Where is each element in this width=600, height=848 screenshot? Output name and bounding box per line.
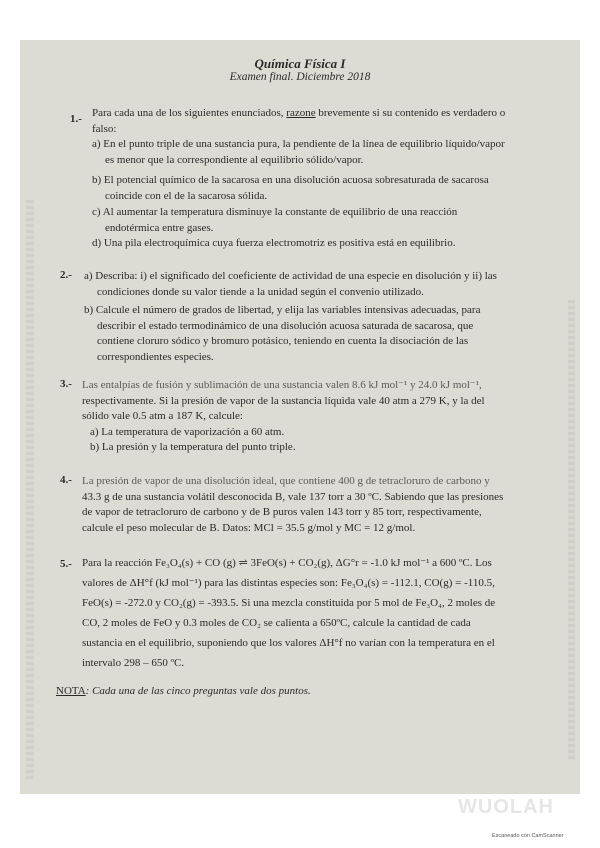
- q5-body: [82, 553, 566, 673]
- wuolah-logo: WUOLAH: [458, 796, 554, 818]
- q5-line2: valores de ΔH°f (kJ mol⁻¹) para las distintas especies son: Fe₃O₄(s) = -112.1, CO(g) = -110.5,: [82, 577, 495, 589]
- q1-c-line2: endotérmica entre gases.: [105, 221, 214, 234]
- q1-a-line2: es menor que la correspondiente al equilibrio sólido/vapor.: [105, 153, 364, 166]
- q2-number: 2.-: [60, 269, 72, 281]
- q3-line2: respectivamente. Si la presión de vapor de la sustancia líquida vale 40 atm a 279 K, y la del: [82, 394, 485, 407]
- q2-b: [84, 303, 564, 365]
- q2-a-line1: a) Describa: i) el significado del coeficiente de actividad de una especie en disolución y ii) las: [84, 270, 497, 282]
- q2-a-line2: condiciones donde su valor tiende a la unidad según el convenio utilizado.: [97, 285, 424, 298]
- q4-line3: de vapor de tetracloruro de carbono y de B puros valen 143 torr y 85 torr, respectivamente,: [82, 506, 482, 518]
- q5-line5: sustancia en el equilibrio, suponiendo que los valores ΔH°f no varían con la temperatura en el: [82, 637, 495, 649]
- q3-a: a) La temperatura de vaporización a 60 atm.: [90, 425, 285, 438]
- q2-b-line2: describir el estado termodinámico de una disolución acuosa saturada de sacarosa, que: [97, 319, 474, 332]
- q5-line1: Para la reacción Fe₃O₄(s) + CO (g) ⇌ 3FeO(s) + CO₂(g), ΔG°r = -1.0 kJ mol⁻¹ a 600 ºC. Los: [82, 557, 492, 569]
- q1-intro-c: falso:: [92, 122, 117, 135]
- q4-line1: La presión de vapor de una disolución ideal, que contiene 400 g de tetracloruro de carbono y: [82, 475, 490, 487]
- q5-line6: intervalo 298 – 650 ºC.: [82, 657, 185, 669]
- q1-d: d) Una pila electroquímica cuya fuerza electromotriz es positiva está en equilibrio.: [92, 237, 456, 249]
- side-watermark: [26, 200, 34, 780]
- q2-b-line4: correspondientes especies.: [97, 350, 214, 363]
- q3-line1: Las entalpías de fusión y sublimación de una sustancia valen 8.6 kJ mol⁻¹ y 24.0 kJ mol⁻¹,: [82, 379, 482, 391]
- q1-a: [92, 137, 562, 168]
- q1-intro: [92, 106, 562, 137]
- exam-note: [56, 685, 311, 697]
- q1-b-line2: coincide con el de la sacarosa sólida.: [105, 189, 268, 202]
- q1-b-line1: b) El potencial químico de la sacarosa en una disolución acuosa sobresaturada de sacarosa: [92, 174, 489, 186]
- note-label: NOTA: [56, 685, 86, 697]
- note-text: : Cada una de las cinco preguntas vale dos puntos.: [85, 685, 311, 697]
- q2-b-line3: contiene cloruro sódico y bromuro potásico, teniendo en cuenta la disociación de las: [97, 335, 469, 347]
- q4-body: [82, 474, 566, 536]
- q4-line2: 43.3 g de una sustancia volátil desconocida B, vale 137 torr a 30 ºC. Sabiendo que las presiones: [82, 490, 504, 503]
- q3-line3: sólido vale 0.5 atm a 187 K, calcule:: [82, 410, 243, 422]
- q5-line3: FeO(s) = -272.0 y CO₂(g) = -393.5. Si una mezcla constituida por 5 mol de Fe₃O₄, 2 moles de: [82, 597, 496, 609]
- q3-body: [82, 378, 566, 456]
- exam-subtitle: Examen final. Diciembre 2018: [229, 71, 371, 83]
- scanner-credit: Escaneado con CamScanner: [492, 833, 564, 839]
- q1-number: 1.-: [70, 113, 82, 125]
- q4-number: 4.-: [60, 474, 72, 486]
- side-watermark-right: [568, 300, 575, 760]
- q4-line4: calcule el peso molecular de B. Datos: MCl = 35.5 g/mol y MC = 12 g/mol.: [82, 521, 416, 534]
- q3-b: b) La presión y la temperatura del punto triple.: [90, 441, 296, 453]
- q1-intro-b: brevemente si su contenido es verdadero o: [318, 107, 506, 119]
- q2-a: [84, 269, 564, 300]
- exam-sheet: [20, 40, 580, 794]
- exam-title: Química Física I: [254, 56, 346, 71]
- q2-b-line1: b) Calcule el número de grados de libertad, y elija las variables intensivas adecuadas, para: [84, 304, 481, 316]
- q1-intro-a: Para cada una de los siguientes enunciados,: [92, 107, 284, 119]
- q1-c-line1: c) Al aumentar la temperatura disminuye la constante de equilibrio de una reacción: [92, 206, 458, 218]
- q1-b: [92, 173, 562, 204]
- q1-intro-underlined: razone: [286, 107, 316, 119]
- q1-a-line1: a) En el punto triple de una sustancia pura, la pendiente de la línea de equilibrio líquido/vapor: [92, 138, 505, 150]
- q3-number: 3.-: [60, 378, 72, 390]
- q5-number: 5.-: [60, 558, 72, 570]
- q1-c: [92, 205, 562, 236]
- q5-line4: CO, 2 moles de FeO y 0.3 moles de CO₂ se calienta a 650ºC, calcule la cantidad de cada: [82, 617, 471, 629]
